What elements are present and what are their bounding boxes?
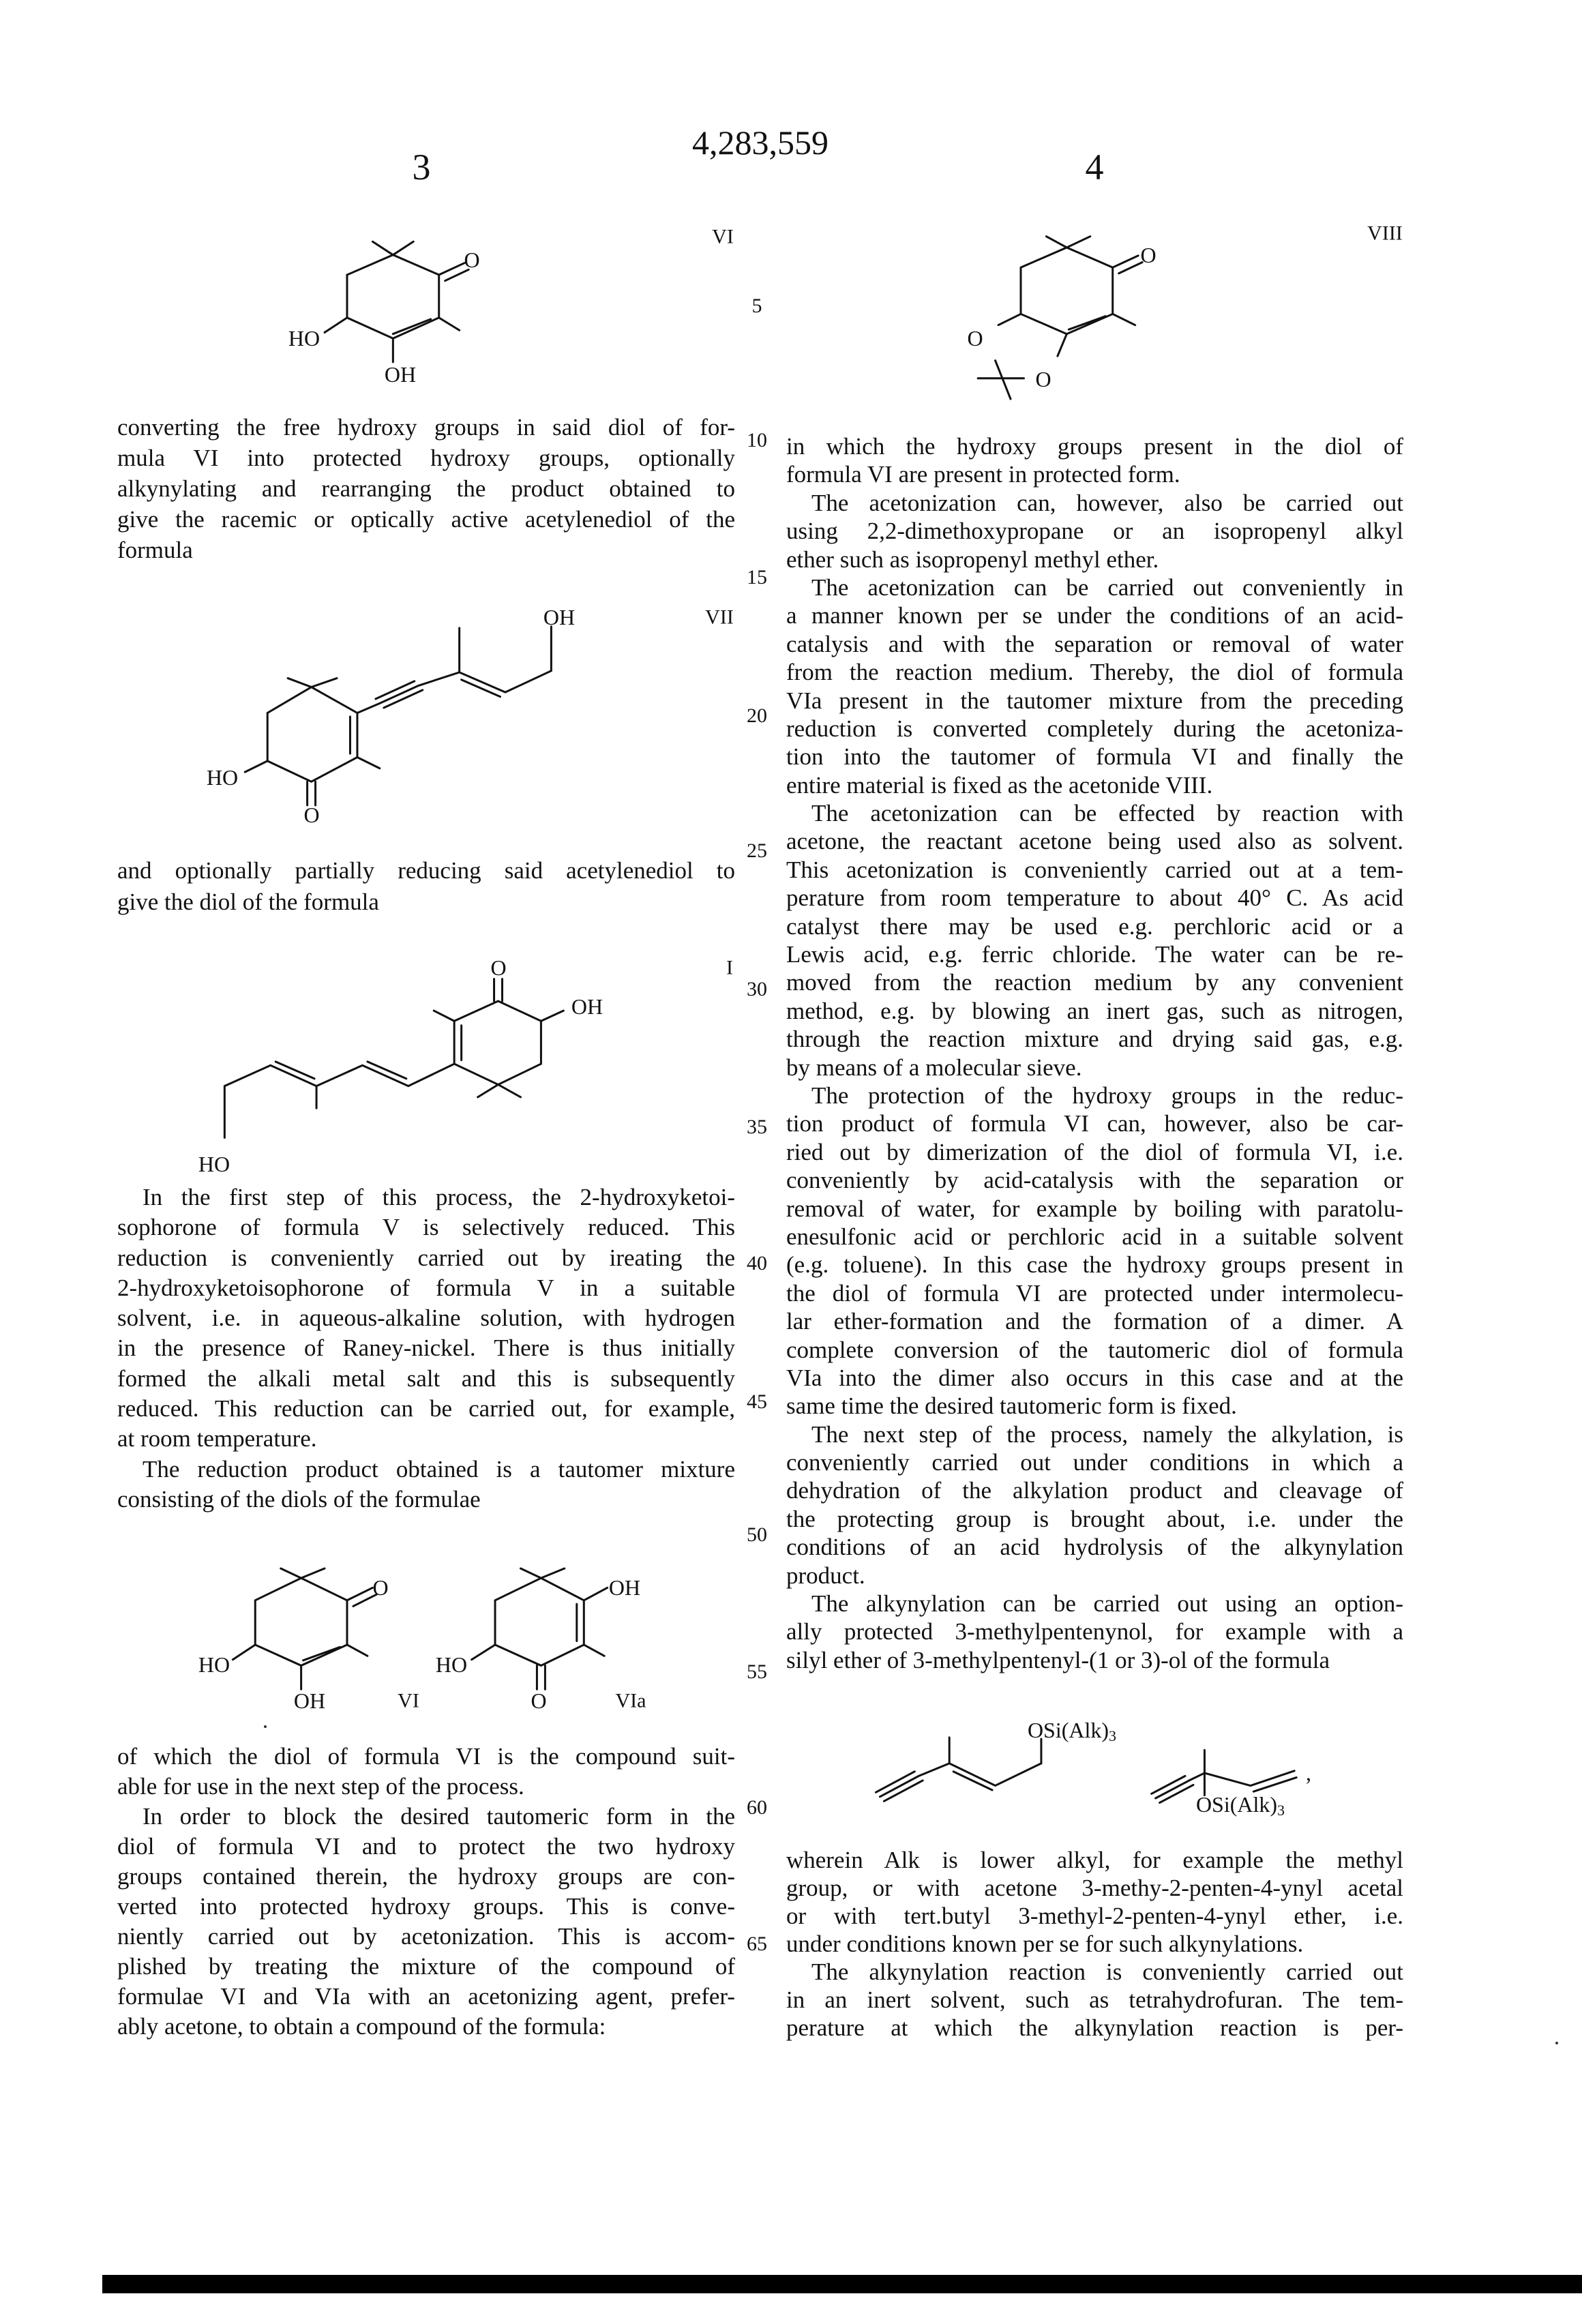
text-line: dehydration of the alkylation product and cleavage of: [786, 1476, 1403, 1504]
text-line: entire material is fixed as the acetonide VIII.: [786, 771, 1403, 799]
atom-label: O: [531, 1688, 546, 1713]
text-line: diol of formula VI and to protect the two hydroxy: [117, 1832, 735, 1862]
text-line: at room temperature.: [117, 1424, 735, 1454]
text-line: The alkynylation reaction is conveniently carried out: [786, 1958, 1403, 1986]
formula-label-VIa: VIa: [616, 1690, 646, 1712]
text-line: wherein Alk is lower alkyl, for example the methyl: [786, 1846, 1403, 1874]
text-line: in an inert solvent, such as tetrahydrofuran. The tem-: [786, 1986, 1403, 2014]
text-line: by means of a molecular sieve.: [786, 1054, 1403, 1082]
text-line: groups contained therein, the hydroxy groups are con-: [117, 1862, 735, 1892]
text-line: give the diol of the formula: [117, 887, 735, 918]
column-number-left: 3: [394, 146, 449, 188]
patent-number: 4,283,559: [0, 123, 1521, 162]
text-line: same time the desired tautomeric form is fixed.: [786, 1392, 1403, 1420]
text-line: moved from the reaction medium by any convenient: [786, 968, 1403, 996]
atom-label: O: [490, 955, 506, 980]
formula-label-VII: VII: [705, 606, 734, 629]
text-line: sophorone of formula V is selectively reduced. This: [117, 1212, 735, 1242]
atom-label: HO: [198, 1652, 230, 1677]
text-line: 2-hydroxyketoisophorone of formula V in a suitable: [117, 1273, 735, 1303]
text-line: The next step of the process, namely the alkylation, is: [786, 1420, 1403, 1448]
formula-label-VI: VI: [712, 226, 734, 248]
text-line: perature at which the alkynylation reaction is per-: [786, 2014, 1403, 2042]
silyl-group-text: OSi(Alk): [1028, 1718, 1109, 1742]
text-line: ally protected 3-methylpentenynol, for example with a: [786, 1618, 1403, 1645]
silyl-group-label: [1028, 1718, 1116, 1744]
text-line: under conditions known per se for such alkynylations.: [786, 1930, 1403, 1958]
line-number: 60: [736, 1796, 777, 1819]
text-line: conveniently carried out under conditions in which a: [786, 1448, 1403, 1476]
atom-label: O: [464, 248, 479, 272]
text-line: mula VI into protected hydroxy groups, optionally: [117, 443, 735, 473]
chemical-structures: [0, 0, 1582, 2324]
atom-label: HO: [436, 1652, 467, 1677]
text-line: plished by treating the mixture of the compound of: [117, 1952, 735, 1982]
text-line: conditions of an acid hydrolysis of the alkynylation: [786, 1533, 1403, 1561]
atom-label: OH: [609, 1575, 640, 1600]
atom-label: O: [372, 1575, 388, 1600]
text-line: consisting of the diols of the formulae: [117, 1485, 735, 1515]
text-line: in which the hydroxy groups present in the diol of: [786, 432, 1403, 460]
line-number: 35: [736, 1116, 777, 1139]
text-line: This acetonization is conveniently carried out at a tem-: [786, 856, 1403, 884]
text-line: removal of water, for example by boiling with paratolu-: [786, 1195, 1403, 1223]
text-line: Lewis acid, e.g. ferric chloride. The water can be re-: [786, 940, 1403, 968]
silyl-ether-1-bonds: [876, 1738, 1041, 1801]
text-line: The alkynylation can be carried out using an option-: [786, 1590, 1403, 1618]
text-line: or with tert.butyl 3-methyl-2-penten-4-ynyl ether, i.e.: [786, 1902, 1403, 1930]
text-line: ably acetone, to obtain a compound of the formula:: [117, 2012, 735, 2042]
formula-label-VIII: VIII: [1367, 222, 1403, 245]
atom-label: O: [1140, 243, 1156, 267]
line-number: 25: [736, 839, 777, 863]
line-number: 65: [736, 1933, 777, 1956]
atom-label: OH: [543, 605, 575, 629]
formula-label-I: I: [726, 957, 733, 979]
line-number: 10: [736, 429, 777, 452]
text-line: tion product of formula VI can, however, also be car-: [786, 1109, 1403, 1137]
text-line: ether such as isopropenyl methyl ether.: [786, 546, 1403, 573]
text-line: tion into the tautomer of formula VI and finally the: [786, 743, 1403, 771]
formula-comma: ,: [1306, 1761, 1311, 1785]
text-line: conveniently by acid-catalysis with the separation or: [786, 1166, 1403, 1194]
text-line: In the first step of this process, the 2-hydroxyketoi-: [117, 1182, 735, 1212]
structure-VIII-bonds: [978, 237, 1142, 399]
line-number: 55: [736, 1660, 777, 1684]
text-line: and optionally partially reducing said acetylenediol to: [117, 855, 735, 887]
text-line: give the racemic or optically active acetylenediol of the: [117, 504, 735, 535]
text-line: acetone, the reactant acetone being used also as solvent.: [786, 827, 1403, 855]
text-line: reduction is conveniently carried out by ireating the: [117, 1243, 735, 1273]
atom-label: HO: [198, 1152, 230, 1176]
speck: [264, 1725, 267, 1728]
line-number: 20: [736, 704, 777, 728]
text-line: reduced. This reduction can be carried out, for example,: [117, 1394, 735, 1424]
text-line: of which the diol of formula VI is the compound suit-: [117, 1742, 735, 1772]
line-number: 45: [736, 1390, 777, 1414]
atom-label: OH: [571, 994, 603, 1019]
text-line: in the presence of Raney-nickel. There is thus initially: [117, 1333, 735, 1363]
silyl-group-subscript: 3: [1109, 1727, 1116, 1744]
atom-label: O: [967, 326, 983, 351]
line-number: 15: [736, 566, 777, 589]
structure-VI-bonds: [325, 241, 468, 362]
column-number-right: 4: [1067, 146, 1122, 188]
structure-VII-bonds: [245, 627, 551, 805]
text-line: perature from room temperature to about 40° C. As acid: [786, 884, 1403, 912]
silyl-group-subscript: 3: [1277, 1802, 1285, 1819]
line-number: 5: [736, 295, 777, 318]
line-number: 50: [736, 1523, 777, 1547]
text-line: lar ether-formation and the formation of a dimer. A: [786, 1307, 1403, 1335]
text-line: VIa into the dimer also occurs in this case and at the: [786, 1364, 1403, 1392]
silyl-group-label: [1196, 1792, 1285, 1819]
text-line: method, e.g. by blowing an inert gas, such as nitrogen,: [786, 997, 1403, 1025]
structure-I-bonds: [224, 979, 563, 1138]
text-line: able for use in the next step of the process.: [117, 1772, 735, 1802]
structure-VI-tautomer-bonds: [233, 1568, 376, 1689]
atom-label: O: [303, 803, 319, 827]
text-line: (e.g. toluene). In this case the hydroxy groups present in: [786, 1251, 1403, 1279]
text-line: solvent, i.e. in aqueous-alkaline solution, with hydrogen: [117, 1303, 735, 1333]
text-line: product.: [786, 1562, 1403, 1590]
text-line: formula VI are present in protected form.: [786, 460, 1403, 488]
text-line: catalyst there may be used e.g. perchloric acid or a: [786, 912, 1403, 940]
silyl-group-text: OSi(Alk): [1196, 1792, 1277, 1817]
text-line: The acetonization can, however, also be carried out: [786, 489, 1403, 517]
page-bottom-bar: [102, 2275, 1582, 2293]
text-line: The acetonization can be carried out conveniently in: [786, 573, 1403, 601]
text-line: formula: [117, 535, 735, 565]
text-line: formulae VI and VIa with an acetonizing agent, prefer-: [117, 1982, 735, 2012]
text-line: The reduction product obtained is a tautomer mixture: [117, 1455, 735, 1485]
text-line: converting the free hydroxy groups in said diol of for-: [117, 412, 735, 443]
line-number: 30: [736, 978, 777, 1001]
text-line: the diol of formula VI are protected under intermolecu-: [786, 1279, 1403, 1307]
text-line: from the reaction medium. Thereby, the diol of formula: [786, 658, 1403, 686]
text-line: enesulfonic acid or perchloric acid in a suitable solvent: [786, 1223, 1403, 1251]
atom-label: OH: [294, 1688, 325, 1713]
text-line: complete conversion of the tautomeric diol of formula: [786, 1336, 1403, 1364]
atom-label: HO: [207, 765, 238, 790]
text-line: through the reaction mixture and drying said gas, e.g.: [786, 1025, 1403, 1053]
text-line: The acetonization can be effected by reaction with: [786, 799, 1403, 827]
structure-VIa-bonds: [472, 1568, 608, 1689]
formula-label-VI: VI: [398, 1690, 419, 1712]
text-line: a manner known per se under the conditions of an acid-: [786, 601, 1403, 629]
text-line: formed the alkali metal salt and this is subsequently: [117, 1364, 735, 1394]
text-line: verted into protected hydroxy groups. This is conve-: [117, 1892, 735, 1922]
text-line: silyl ether of 3-methylpentenyl-(1 or 3)-ol of the formula: [786, 1646, 1403, 1674]
text-line: reduction is converted completely during the acetoniza-: [786, 715, 1403, 743]
text-line: alkynylating and rearranging the product obtained to: [117, 473, 735, 504]
text-line: the protecting group is brought about, i.e. under the: [786, 1505, 1403, 1533]
line-number: 40: [736, 1252, 777, 1275]
atom-label: O: [1035, 367, 1051, 391]
text-line: VIa present in the tautomer mixture from the preceding: [786, 687, 1403, 715]
text-line: using 2,2-dimethoxypropane or an isopropenyl alkyl: [786, 517, 1403, 545]
speck: [1555, 2042, 1558, 2044]
atom-label: OH: [385, 362, 416, 387]
text-line: ried out by dimerization of the diol of formula VI, i.e.: [786, 1138, 1403, 1166]
text-line: group, or with acetone 3-methy-2-penten-4-ynyl acetal: [786, 1874, 1403, 1902]
text-line: In order to block the desired tautomeric form in the: [117, 1802, 735, 1832]
text-line: catalysis and with the separation or removal of water: [786, 630, 1403, 658]
atom-label: HO: [288, 326, 320, 351]
text-line: niently carried out by acetonization. This is accom-: [117, 1922, 735, 1952]
text-line: The protection of the hydroxy groups in the reduc-: [786, 1082, 1403, 1109]
